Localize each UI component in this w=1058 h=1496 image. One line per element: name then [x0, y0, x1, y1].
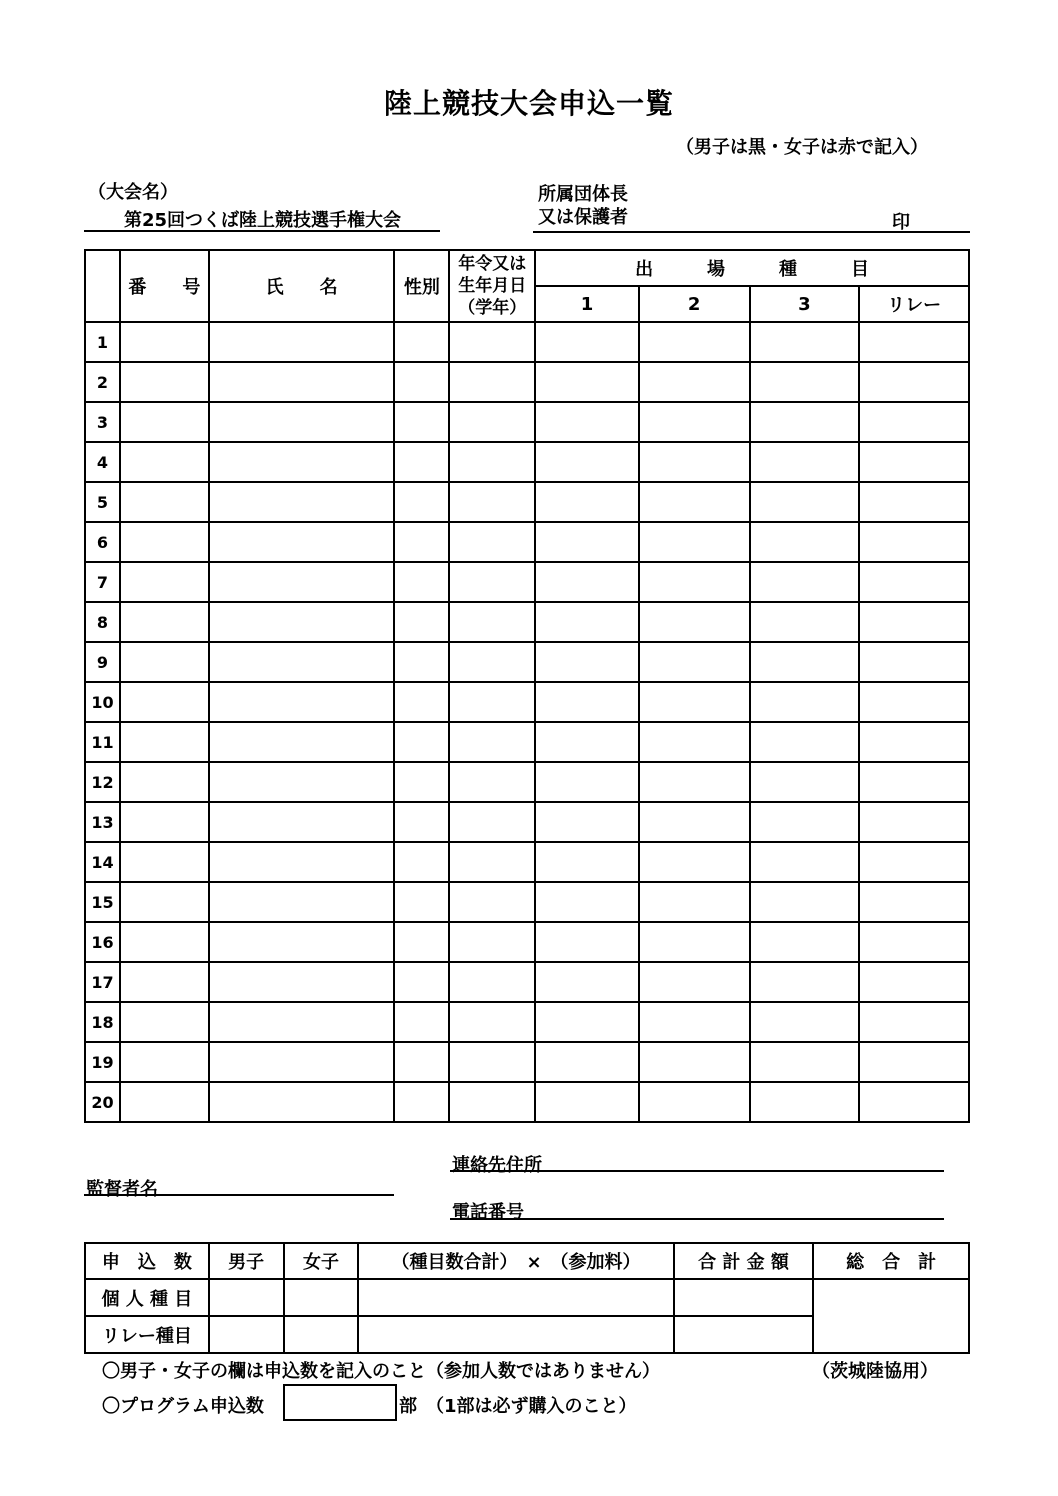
cell-sex[interactable]: [394, 642, 449, 682]
cell-event-3[interactable]: [750, 1082, 860, 1122]
cell-name[interactable]: [209, 722, 395, 762]
cell-event-2[interactable]: [639, 722, 750, 762]
cell-event-1[interactable]: [535, 882, 639, 922]
summary-relay-amount[interactable]: [674, 1316, 814, 1353]
entry-table: [84, 249, 970, 1123]
cell-age[interactable]: [449, 1002, 535, 1042]
row-number: 1: [85, 322, 120, 362]
page-title: 陸上競技大会申込一覧: [383, 87, 674, 120]
header-blank: [85, 250, 120, 322]
cell-age[interactable]: [449, 482, 535, 522]
row-number: 16: [85, 922, 120, 962]
cell-sex[interactable]: [394, 1042, 449, 1082]
summary-individual-female[interactable]: [284, 1279, 359, 1316]
cell-number[interactable]: [120, 722, 209, 762]
cell-sex[interactable]: [394, 402, 449, 442]
cell-age[interactable]: [449, 322, 535, 362]
summary-count-header: 申 込 数: [85, 1243, 209, 1279]
header-events: 出 場 種 目: [535, 250, 969, 286]
summary-grand-total[interactable]: [813, 1279, 969, 1353]
cell-event-3[interactable]: [750, 482, 860, 522]
summary-relay-formula[interactable]: [358, 1316, 673, 1353]
cell-name[interactable]: [209, 762, 395, 802]
cell-event-3[interactable]: [750, 402, 860, 442]
cell-name[interactable]: [209, 522, 395, 562]
cell-relay[interactable]: [859, 1002, 969, 1042]
row-number: 3: [85, 402, 120, 442]
header-name: 氏 名: [209, 250, 395, 322]
footnote-entry-count: 〇男子・女子の欄は申込数を記入のこと（参加人数ではありません）: [102, 1361, 660, 1382]
cell-name[interactable]: [209, 842, 395, 882]
cell-number[interactable]: [120, 1002, 209, 1042]
cell-sex[interactable]: [394, 1002, 449, 1042]
summary-relay-label: リレー種目: [85, 1316, 209, 1353]
cell-event-3[interactable]: [750, 602, 860, 642]
summary-formula-header: （種目数合計） × （参加料）: [358, 1243, 673, 1279]
table-row: [85, 562, 969, 602]
summary-amount-header: 合 計 金 額: [674, 1243, 814, 1279]
cell-sex[interactable]: [394, 562, 449, 602]
header-event-1: 1: [535, 286, 639, 322]
row-number: 18: [85, 1002, 120, 1042]
cell-number[interactable]: [120, 322, 209, 362]
cell-relay[interactable]: [859, 642, 969, 682]
cell-name[interactable]: [209, 642, 395, 682]
cell-event-2[interactable]: [639, 642, 750, 682]
cell-event-2[interactable]: [639, 842, 750, 882]
header-age: [449, 250, 535, 322]
cell-age[interactable]: [449, 362, 535, 402]
cell-relay[interactable]: [859, 322, 969, 362]
cell-event-2[interactable]: [639, 402, 750, 442]
supervisor-label: 監督者名: [86, 1179, 158, 1200]
footnote-association: （茨城陸協用）: [812, 1361, 938, 1382]
cell-event-2[interactable]: [639, 362, 750, 402]
table-row: [85, 682, 969, 722]
supervisor-underline: [84, 1194, 394, 1196]
cell-event-1[interactable]: [535, 922, 639, 962]
cell-age[interactable]: [449, 962, 535, 1002]
summary-relay-female[interactable]: [284, 1316, 359, 1353]
cell-relay[interactable]: [859, 482, 969, 522]
cell-name[interactable]: [209, 322, 395, 362]
header-event-2: 2: [639, 286, 750, 322]
program-label: 〇プログラム申込数: [102, 1396, 264, 1417]
cell-event-3[interactable]: [750, 882, 860, 922]
cell-age[interactable]: [449, 442, 535, 482]
cell-event-3[interactable]: [750, 722, 860, 762]
affiliation-label-2: 又は保護者: [538, 207, 628, 228]
cell-number[interactable]: [120, 522, 209, 562]
cell-event-1[interactable]: [535, 1082, 639, 1122]
cell-relay[interactable]: [859, 562, 969, 602]
table-row: [85, 962, 969, 1002]
table-row: [85, 1082, 969, 1122]
table-row: [85, 442, 969, 482]
cell-age[interactable]: [449, 682, 535, 722]
cell-event-1[interactable]: [535, 642, 639, 682]
cell-age[interactable]: [449, 1042, 535, 1082]
header-number: 番 号: [120, 250, 209, 322]
cell-sex[interactable]: [394, 682, 449, 722]
cell-age[interactable]: [449, 562, 535, 602]
cell-relay[interactable]: [859, 682, 969, 722]
cell-event-1[interactable]: [535, 1042, 639, 1082]
cell-name[interactable]: [209, 562, 395, 602]
table-row: [85, 362, 969, 402]
cell-number[interactable]: [120, 682, 209, 722]
summary-total-header: 総 合 計: [813, 1243, 969, 1279]
table-row: [85, 642, 969, 682]
cell-name[interactable]: [209, 602, 395, 642]
row-number: 12: [85, 762, 120, 802]
cell-event-2[interactable]: [639, 682, 750, 722]
cell-event-2[interactable]: [639, 322, 750, 362]
event-label: （大会名）: [88, 182, 178, 203]
row-number: 8: [85, 602, 120, 642]
summary-individual-formula[interactable]: [358, 1279, 673, 1316]
row-number: 2: [85, 362, 120, 402]
cell-event-3[interactable]: [750, 522, 860, 562]
cell-event-1[interactable]: [535, 722, 639, 762]
cell-sex[interactable]: [394, 722, 449, 762]
event-underline: [84, 230, 440, 232]
header-age-line1: 年令又は: [458, 254, 527, 274]
cell-event-1[interactable]: [535, 322, 639, 362]
cell-number[interactable]: [120, 922, 209, 962]
cell-number[interactable]: [120, 842, 209, 882]
cell-age[interactable]: [449, 522, 535, 562]
cell-relay[interactable]: [859, 1082, 969, 1122]
row-number: 11: [85, 722, 120, 762]
cell-event-3[interactable]: [750, 1002, 860, 1042]
table-row: [85, 482, 969, 522]
cell-sex[interactable]: [394, 922, 449, 962]
phone-label: 電話番号: [452, 1202, 524, 1223]
cell-name[interactable]: [209, 682, 395, 722]
cell-age[interactable]: [449, 602, 535, 642]
seal-mark: 印: [892, 212, 910, 233]
row-number: 14: [85, 842, 120, 882]
row-number: 20: [85, 1082, 120, 1122]
cell-event-2[interactable]: [639, 602, 750, 642]
row-number: 10: [85, 682, 120, 722]
cell-name[interactable]: [209, 802, 395, 842]
cell-event-3[interactable]: [750, 362, 860, 402]
cell-number[interactable]: [120, 882, 209, 922]
row-number: 4: [85, 442, 120, 482]
cell-event-2[interactable]: [639, 1042, 750, 1082]
cell-relay[interactable]: [859, 442, 969, 482]
summary-individual-amount[interactable]: [674, 1279, 814, 1316]
cell-event-2[interactable]: [639, 962, 750, 1002]
cell-sex[interactable]: [394, 882, 449, 922]
cell-event-1[interactable]: [535, 602, 639, 642]
cell-event-3[interactable]: [750, 802, 860, 842]
cell-number[interactable]: [120, 562, 209, 602]
summary-table: [84, 1242, 970, 1354]
cell-number[interactable]: [120, 482, 209, 522]
cell-relay[interactable]: [859, 362, 969, 402]
table-row: [85, 882, 969, 922]
cell-relay[interactable]: [859, 762, 969, 802]
summary-male-header: 男子: [209, 1243, 284, 1279]
row-number: 7: [85, 562, 120, 602]
cell-sex[interactable]: [394, 962, 449, 1002]
table-row: [85, 402, 969, 442]
cell-sex[interactable]: [394, 1082, 449, 1122]
affiliation-underline: [533, 231, 970, 233]
cell-event-3[interactable]: [750, 562, 860, 602]
header-relay: リレー: [859, 286, 969, 322]
cell-event-2[interactable]: [639, 1002, 750, 1042]
cell-name[interactable]: [209, 442, 395, 482]
cell-age[interactable]: [449, 762, 535, 802]
cell-event-2[interactable]: [639, 1082, 750, 1122]
phone-underline: [450, 1218, 944, 1220]
cell-event-2[interactable]: [639, 562, 750, 602]
cell-sex[interactable]: [394, 762, 449, 802]
table-row: [85, 842, 969, 882]
cell-event-2[interactable]: [639, 802, 750, 842]
cell-name[interactable]: [209, 1042, 395, 1082]
cell-relay[interactable]: [859, 722, 969, 762]
cell-event-3[interactable]: [750, 1042, 860, 1082]
program-count-box[interactable]: [283, 1384, 397, 1421]
summary-relay-male[interactable]: [209, 1316, 284, 1353]
cell-name[interactable]: [209, 962, 395, 1002]
cell-name[interactable]: [209, 922, 395, 962]
cell-event-3[interactable]: [750, 962, 860, 1002]
cell-name[interactable]: [209, 882, 395, 922]
cell-relay[interactable]: [859, 882, 969, 922]
cell-event-1[interactable]: [535, 802, 639, 842]
cell-sex[interactable]: [394, 842, 449, 882]
cell-age[interactable]: [449, 642, 535, 682]
entry-rows: [85, 322, 969, 1122]
cell-event-1[interactable]: [535, 522, 639, 562]
cell-event-3[interactable]: [750, 762, 860, 802]
cell-event-1[interactable]: [535, 682, 639, 722]
cell-event-3[interactable]: [750, 922, 860, 962]
cell-number[interactable]: [120, 1082, 209, 1122]
cell-age[interactable]: [449, 842, 535, 882]
cell-number[interactable]: [120, 442, 209, 482]
cell-number[interactable]: [120, 1042, 209, 1082]
cell-event-1[interactable]: [535, 962, 639, 1002]
cell-event-1[interactable]: [535, 402, 639, 442]
cell-event-2[interactable]: [639, 882, 750, 922]
row-number: 13: [85, 802, 120, 842]
cell-event-3[interactable]: [750, 682, 860, 722]
table-row: [85, 762, 969, 802]
cell-sex[interactable]: [394, 322, 449, 362]
cell-event-2[interactable]: [639, 482, 750, 522]
summary-individual-label: 個 人 種 目: [85, 1279, 209, 1316]
cell-sex[interactable]: [394, 482, 449, 522]
cell-age[interactable]: [449, 722, 535, 762]
cell-event-1[interactable]: [535, 762, 639, 802]
cell-number[interactable]: [120, 402, 209, 442]
cell-event-1[interactable]: [535, 842, 639, 882]
cell-number[interactable]: [120, 762, 209, 802]
cell-event-3[interactable]: [750, 322, 860, 362]
row-number: 15: [85, 882, 120, 922]
cell-number[interactable]: [120, 602, 209, 642]
header-age-line2: 生年月日: [458, 276, 527, 296]
table-row: [85, 1042, 969, 1082]
cell-relay[interactable]: [859, 1042, 969, 1082]
cell-relay[interactable]: [859, 922, 969, 962]
cell-name[interactable]: [209, 1082, 395, 1122]
cell-relay[interactable]: [859, 842, 969, 882]
cell-age[interactable]: [449, 402, 535, 442]
table-row: [85, 322, 969, 362]
row-number: 6: [85, 522, 120, 562]
summary-female-header: 女子: [284, 1243, 359, 1279]
cell-event-1[interactable]: [535, 362, 639, 402]
affiliation-label-1: 所属団体長: [538, 184, 628, 205]
cell-number[interactable]: [120, 962, 209, 1002]
cell-event-2[interactable]: [639, 922, 750, 962]
row-number: 17: [85, 962, 120, 1002]
cell-event-1[interactable]: [535, 482, 639, 522]
cell-name[interactable]: [209, 402, 395, 442]
cell-age[interactable]: [449, 882, 535, 922]
cell-event-3[interactable]: [750, 842, 860, 882]
header-event-3: 3: [750, 286, 860, 322]
cell-event-2[interactable]: [639, 762, 750, 802]
cell-event-1[interactable]: [535, 1002, 639, 1042]
event-name: 第25回つくば陸上競技選手権大会: [124, 210, 402, 231]
cell-event-3[interactable]: [750, 642, 860, 682]
cell-relay[interactable]: [859, 802, 969, 842]
cell-sex[interactable]: [394, 802, 449, 842]
row-number: 5: [85, 482, 120, 522]
cell-age[interactable]: [449, 802, 535, 842]
cell-relay[interactable]: [859, 402, 969, 442]
cell-name[interactable]: [209, 1002, 395, 1042]
cell-sex[interactable]: [394, 522, 449, 562]
cell-number[interactable]: [120, 362, 209, 402]
contact-address-underline: [450, 1170, 944, 1172]
cell-event-1[interactable]: [535, 442, 639, 482]
table-row: [85, 522, 969, 562]
cell-number[interactable]: [120, 802, 209, 842]
table-row: [85, 802, 969, 842]
cell-age[interactable]: [449, 922, 535, 962]
program-unit: 部 （1部は必ず購入のこと）: [399, 1396, 637, 1417]
table-row: [85, 1002, 969, 1042]
cell-event-1[interactable]: [535, 562, 639, 602]
cell-relay[interactable]: [859, 522, 969, 562]
cell-age[interactable]: [449, 1082, 535, 1122]
table-row: [85, 922, 969, 962]
color-note: （男子は黒・女子は赤で記入）: [676, 137, 928, 158]
cell-event-2[interactable]: [639, 442, 750, 482]
contact-address-label: 連絡先住所: [452, 1155, 542, 1176]
cell-sex[interactable]: [394, 602, 449, 642]
row-number: 19: [85, 1042, 120, 1082]
table-row: [85, 722, 969, 762]
header-sex: 性別: [394, 250, 449, 322]
summary-individual-male[interactable]: [209, 1279, 284, 1316]
cell-event-2[interactable]: [639, 522, 750, 562]
cell-number[interactable]: [120, 642, 209, 682]
row-number: 9: [85, 642, 120, 682]
table-row: [85, 602, 969, 642]
cell-relay[interactable]: [859, 962, 969, 1002]
cell-relay[interactable]: [859, 602, 969, 642]
cell-sex[interactable]: [394, 442, 449, 482]
header-age-line3: （学年）: [458, 298, 527, 318]
cell-event-3[interactable]: [750, 442, 860, 482]
cell-name[interactable]: [209, 362, 395, 402]
cell-sex[interactable]: [394, 362, 449, 402]
cell-name[interactable]: [209, 482, 395, 522]
